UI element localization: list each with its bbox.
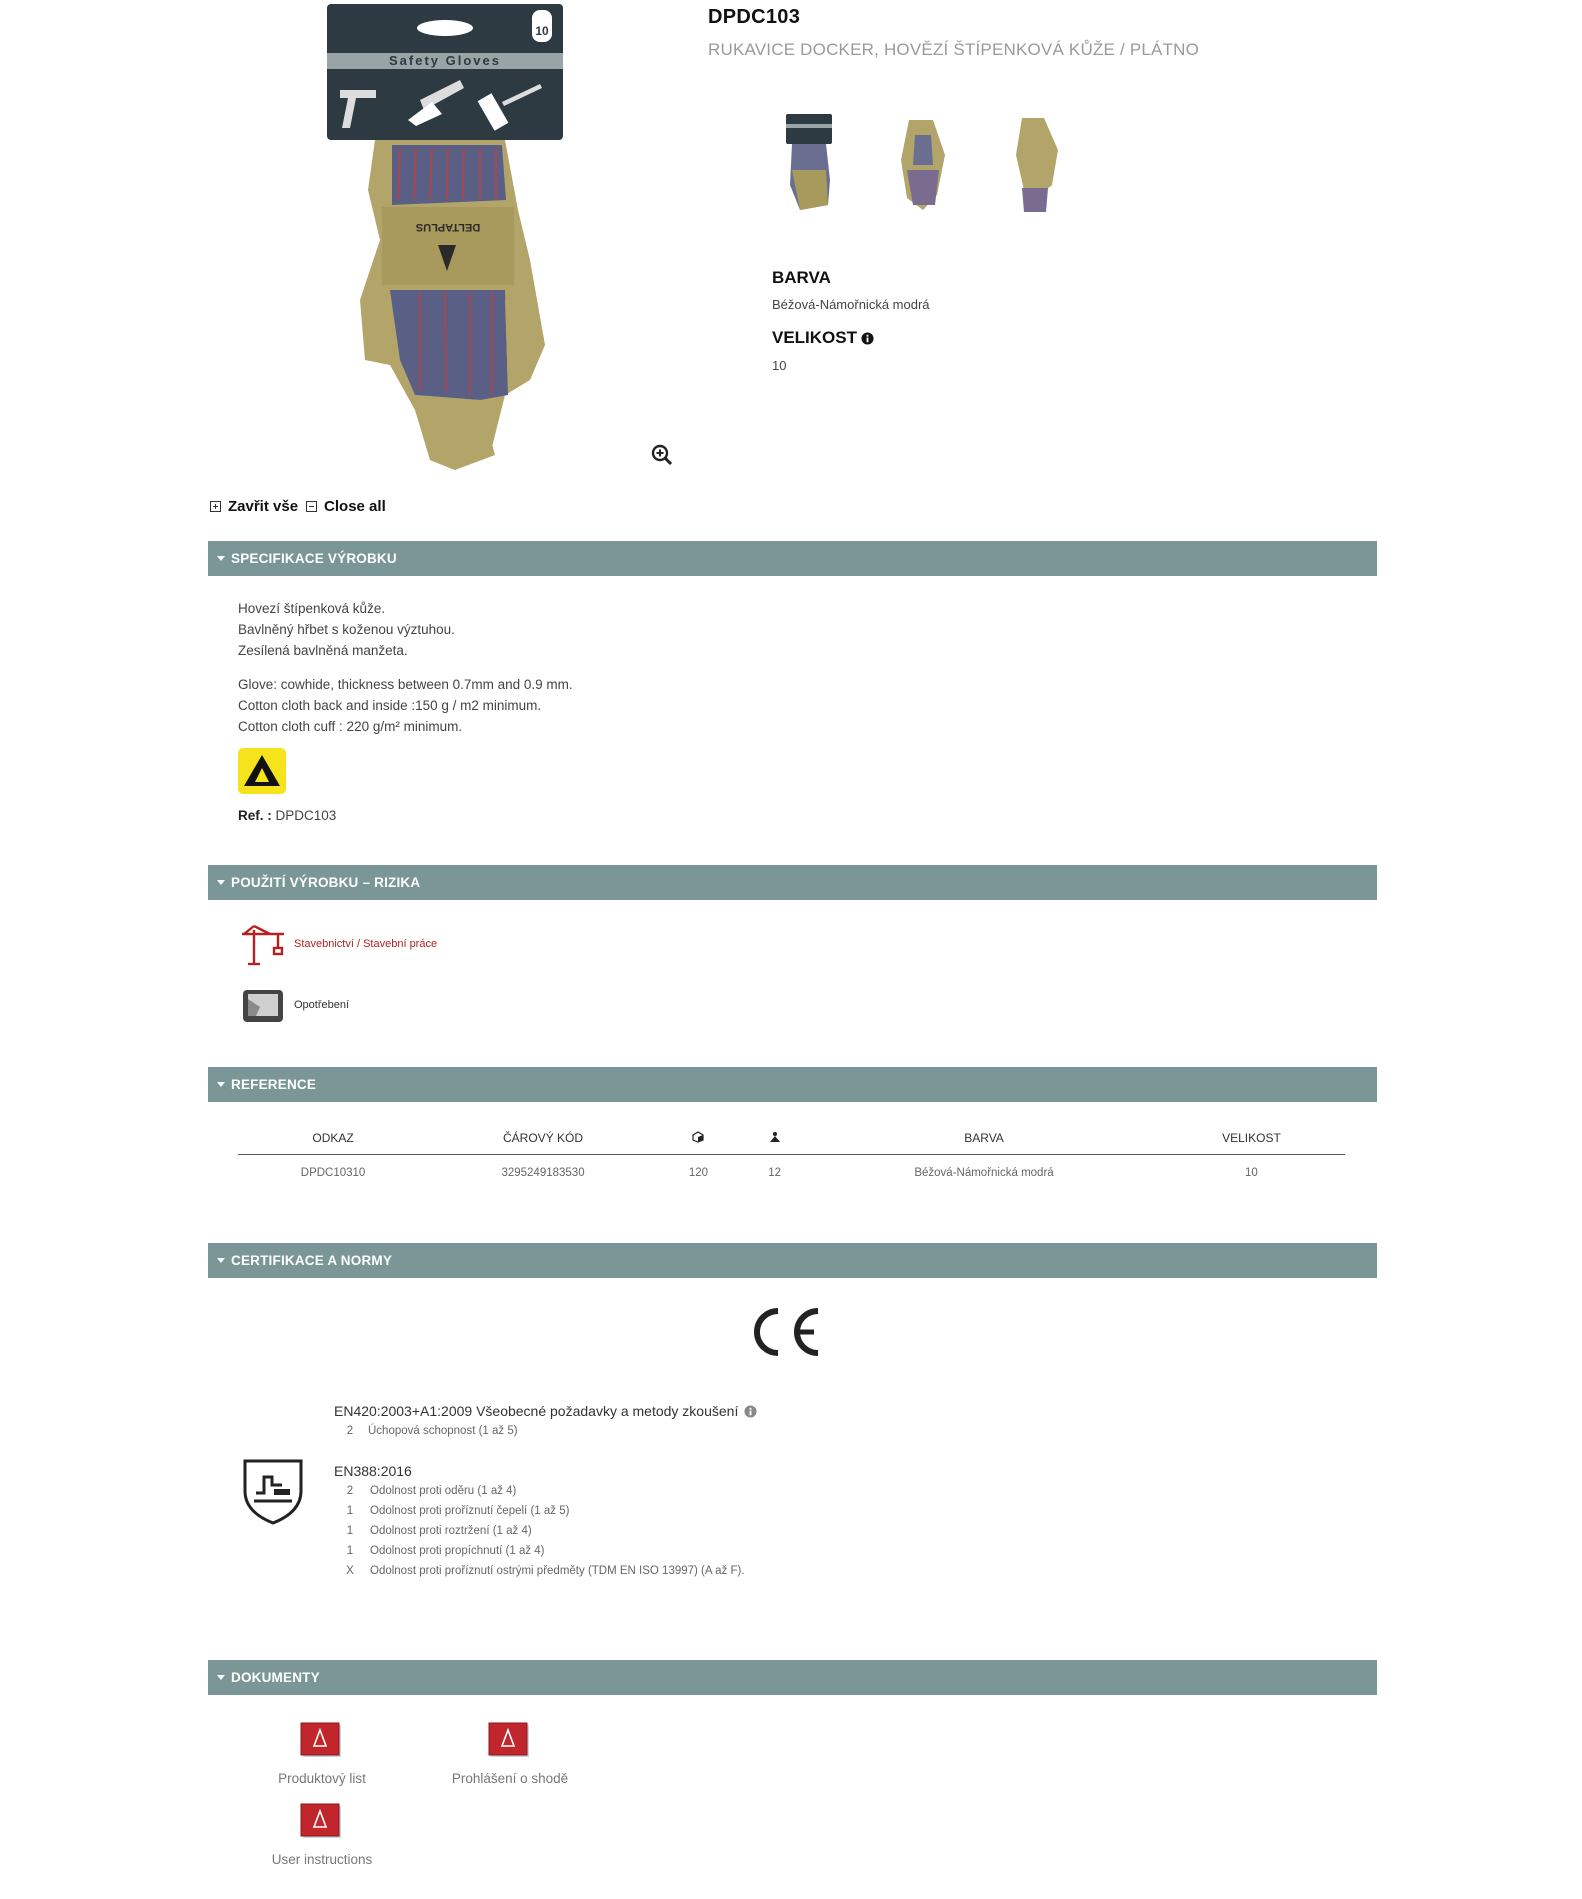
pdf-icon	[300, 1803, 344, 1841]
crane-icon	[240, 924, 286, 966]
std-value: 1	[346, 1545, 354, 1557]
ref-line	[238, 808, 336, 823]
section-header-cert[interactable]	[208, 1243, 1377, 1278]
doc-label: Prohlášení o shodě	[451, 1771, 569, 1786]
std-desc: Odolnost proti oděru (1 až 4)	[370, 1485, 517, 1497]
section-title: DOKUMENTY	[231, 1670, 320, 1685]
product-main-image[interactable]	[320, 0, 570, 480]
section-title: SPECIFIKACE VÝROBKU	[231, 551, 397, 566]
expand-icon	[210, 501, 221, 512]
std2-item	[338, 1485, 745, 1505]
zoom-in-icon[interactable]	[650, 443, 674, 467]
en388-pictogram-icon	[242, 1457, 304, 1525]
spec-line: Hovezí štípenková kůže.	[238, 601, 386, 616]
std-desc: Odolnost proti proříznutí ostrými předměty (TDM EN ISO 13997) (A až F).	[370, 1565, 745, 1577]
section-header-docs[interactable]	[208, 1660, 1377, 1695]
std-value: 1	[346, 1505, 354, 1517]
std-desc: Odolnost proti propíchnutí (1 až 4)	[370, 1545, 545, 1557]
cell-size: 10	[1245, 1167, 1258, 1179]
std2-item	[338, 1505, 745, 1525]
caret-down-icon	[217, 1082, 225, 1087]
caret-down-icon	[217, 1258, 225, 1263]
pdf-icon	[488, 1722, 532, 1760]
spec-text-en	[238, 674, 573, 737]
size-value: 10	[772, 358, 787, 373]
ref-label: Ref. :	[238, 808, 272, 823]
spec-line: Cotton cloth back and inside :150 g / m2 minimum.	[238, 698, 542, 713]
cell-barcode: 3295249183530	[501, 1167, 585, 1179]
spec-line: Glove: cowhide, thickness between 0.7mm and 0.9 mm.	[238, 677, 573, 692]
std-value: 2	[346, 1425, 354, 1437]
col-header-pack	[739, 1122, 810, 1155]
cell-pack-qty: 12	[768, 1167, 781, 1179]
col-header-color: BARVA	[810, 1122, 1158, 1155]
close-all-label: Close all	[324, 498, 386, 515]
spec-line: Cotton cloth cuff : 220 g/m² minimum.	[238, 719, 463, 734]
pdf-icon	[300, 1722, 344, 1760]
std2-list	[338, 1485, 745, 1585]
std-desc: Odolnost proti proříznutí čepelí (1 až 5)	[370, 1505, 570, 1517]
spec-text-cz	[238, 598, 455, 661]
color-label: BARVA	[772, 268, 831, 287]
caret-down-icon	[217, 556, 225, 561]
wear-icon	[242, 989, 284, 1023]
cell-ref: DPDC10310	[300, 1167, 366, 1179]
reference-table	[238, 1122, 1345, 1191]
section-title: REFERENCE	[231, 1077, 317, 1092]
open-all-toggle[interactable]	[210, 498, 298, 515]
risk-wear[interactable]: Opotřebení	[294, 999, 350, 1011]
box-icon	[692, 1131, 704, 1143]
thumbnail-back[interactable]	[893, 110, 951, 214]
ref-value: DPDC103	[275, 808, 337, 823]
color-value: Béžová-Námořnická modrá	[772, 297, 930, 312]
cell-box-qty: 120	[688, 1167, 709, 1179]
col-header-box	[658, 1122, 739, 1155]
spec-line: Zesílená bavlněná manžeta.	[238, 643, 408, 658]
std1-title-row	[334, 1403, 757, 1419]
std-desc: Úchopová schopnost (1 až 5)	[368, 1425, 518, 1437]
section-header-usage[interactable]	[208, 865, 1377, 900]
product-code: DPDC103	[708, 6, 801, 28]
pack-icon	[769, 1131, 781, 1143]
col-header-barcode: ČÁROVÝ KÓD	[428, 1122, 658, 1155]
doc-declaration[interactable]	[440, 1722, 580, 1786]
open-all-label: Zavřit vše	[228, 498, 299, 515]
doc-user-instructions[interactable]	[252, 1803, 392, 1867]
std1-item	[338, 1425, 518, 1437]
risk-construction[interactable]: Stavebnictví / Stavební práce	[294, 938, 438, 950]
svg-text:Safety Gloves: Safety Gloves	[389, 53, 501, 68]
thumbnail-packaged[interactable]	[780, 110, 838, 214]
expand-collapse-controls	[210, 498, 386, 515]
section-title: CERTIFIKACE A NORMY	[231, 1253, 393, 1268]
doc-product-sheet[interactable]	[262, 1722, 382, 1786]
ce-mark-icon	[748, 1305, 822, 1359]
size-label: VELIKOST	[772, 328, 858, 347]
deltaplus-logo-icon	[238, 748, 286, 794]
col-header-ref: ODKAZ	[238, 1122, 428, 1155]
std2-title: EN388:2016	[334, 1463, 412, 1479]
std2-item	[338, 1545, 745, 1565]
section-title: POUŽITÍ VÝROBKU – RIZIKA	[231, 875, 421, 890]
section-header-reference[interactable]	[208, 1067, 1377, 1102]
section-header-spec[interactable]	[208, 541, 1377, 576]
product-name: RUKAVICE DOCKER, HOVĚZÍ ŠTÍPENKOVÁ KŮŽE / PLÁTNO	[708, 40, 1200, 59]
svg-text:DELTAPLUS: DELTAPLUS	[415, 221, 481, 233]
svg-text:10: 10	[535, 24, 549, 38]
std-value: 1	[346, 1525, 354, 1537]
size-label-row	[772, 328, 874, 348]
info-icon[interactable]	[861, 332, 874, 345]
info-icon[interactable]	[744, 1405, 757, 1418]
std-value: X	[346, 1565, 354, 1577]
std2-item	[338, 1525, 745, 1545]
col-header-size: VELIKOST	[1158, 1122, 1345, 1155]
std2-item	[338, 1565, 745, 1585]
caret-down-icon	[217, 880, 225, 885]
std-desc: Odolnost proti roztržení (1 až 4)	[370, 1525, 532, 1537]
table-row	[238, 1155, 1345, 1192]
doc-label: User instructions	[271, 1852, 373, 1867]
cell-color: Béžová-Námořnická modrá	[914, 1167, 1054, 1179]
spec-line: Bavlněný hřbet s koženou výztuhou.	[238, 622, 455, 637]
thumbnail-palm[interactable]	[1006, 110, 1064, 214]
doc-label: Produktový list	[278, 1771, 366, 1786]
collapse-icon	[306, 501, 317, 512]
caret-down-icon	[217, 1675, 225, 1680]
thumbnail-gallery	[780, 110, 1064, 214]
std-value: 2	[346, 1485, 354, 1497]
std1-title: EN420:2003+A1:2009 Všeobecné požadavky a metody zkoušení	[334, 1403, 739, 1419]
close-all-toggle[interactable]	[306, 498, 386, 515]
